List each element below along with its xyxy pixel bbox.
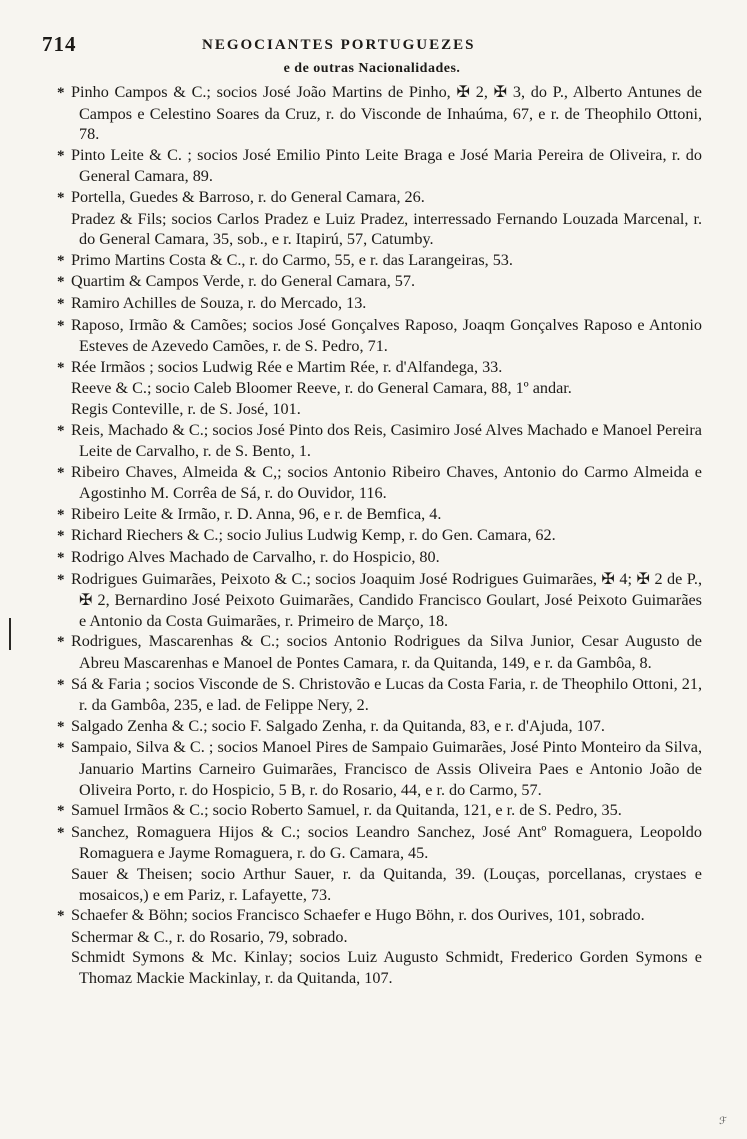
entry-text: Reis, Machado & C.; socios José Pinto dos Reis, Casimiro José Alves Machado e Manoel Pereira Leite de Carvalho, r. de S. Bento, 1. [71,420,702,461]
entry-marker: * [57,464,65,481]
entry-marker: * [57,803,65,820]
directory-entry [42,947,702,988]
entry-marker: * [57,634,65,651]
entry-marker: * [57,85,65,101]
entry-marker: * [57,908,65,925]
directory-entry [42,569,702,632]
page-subtitle: e de outras Nacionalidades. [283,61,461,76]
entry-text: Schaefer & Böhn; socios Francisco Schaefer e Hugo Böhn, r. dos Ourives, 101, sobrado. [71,906,645,925]
directory-entry [42,716,702,738]
entry-text: Richard Riechers & C.; socio Julius Ludwig Kemp, r. do Gen. Camara, 62. [71,526,556,545]
directory-entry [42,271,702,293]
directory-page [42,32,702,989]
directory-entry [42,631,702,673]
directory-entry [42,378,702,399]
entry-text: Salgado Zenha & C.; socio F. Salgado Zenha, r. da Quitanda, 83, e r. d'Ajuda, 107. [71,716,605,735]
entry-text: Raposo, Irmão & Camões; socios José Gonçalves Raposo, Joaqm Gonçalves Raposo e Antonio Esteves de Azevedo Camões, r. de S. Pedro, 71. [71,315,702,356]
entry-marker: * [57,824,65,841]
directory-entry [42,187,702,209]
entry-text: Sauer & Theisen; socio Arthur Sauer, r. da Quitanda, 39. (Louças, porcellanas, crystaes e mosaicos,) e em Pariz, r. Lafayette, 73. [71,864,702,904]
directory-entry [42,209,702,250]
directory-entry [42,905,702,927]
directory-entry [42,674,702,716]
page-number: 714 [42,32,77,56]
entry-marker: * [57,422,65,439]
directory-entry [42,927,702,948]
entry-text: Portella, Guedes & Barroso, r. do General Camara, 26. [71,187,425,206]
margin-mark [9,618,11,650]
directory-entry [42,293,702,315]
directory-entry [42,250,702,272]
directory-entry [42,315,702,357]
entry-text: Quartim & Campos Verde, r. do General Camara, 57. [71,272,416,291]
running-title: NEGOCIANTES PORTUGUEZES [202,37,476,53]
entry-text: Pinho Campos & C.; socios José João Martins de Pinho, ✠ 2, ✠ 3, do P., Alberto Antunes de Campos e Celestino Soares da Cruz, r. do Visconde de Inhaúma, 67, e r. de Theophilo Ottoni, 78. [71,83,702,144]
entry-text: Rée Irmãos ; socios Ludwig Rée e Martim Rée, r. d'Alfandega, 33. [71,357,503,376]
entry-text: Rodrigues, Mascarenhas & C.; socios Antonio Rodrigues da Silva Junior, Cesar Augusto de Abreu Mascarenhas e Manoel de Pontes Camara, r. da Quitanda, 149, e r. da Gambôa, 8. [71,632,702,673]
directory-entry [42,462,702,504]
entry-text: Schermar & C., r. do Rosario, 79, sobrado. [71,927,348,946]
directory-entry [42,357,702,379]
entry-marker: * [57,359,65,376]
entry-text: Rodrigo Alves Machado de Carvalho, r. do Hospicio, 80. [71,548,440,567]
entry-marker: * [57,528,65,545]
directory-entry [42,547,702,569]
entry-marker: * [57,550,65,567]
entry-text: Ramiro Achilles de Souza, r. do Mercado, 13. [71,293,367,312]
entry-text: Rodrigues Guimarães, Peixoto & C.; socios Joaquim José Rodrigues Guimarães, ✠ 4; ✠ 2 de P., ✠ 2, Bernardino José Peixoto Guimarães, Candido Francisco Goulart, José Peixoto Guimarães e Antonio da Costa Guimarães, r. Primeiro de Março, 18. [71,569,702,630]
entry-text: Sá & Faria ; socios Visconde de S. Christovão e Lucas da Costa Faria, r. de Theophilo Ottoni, 21, r. da Gambôa, 235, e lad. de Felippe Nery, 2. [71,674,702,715]
entry-text: Reeve & C.; socio Caleb Bloomer Reeve, r. do General Camara, 88, 1º andar. [71,379,572,398]
entry-text: Regis Conteville, r. de S. José, 101. [71,399,301,418]
directory-entry [42,864,702,905]
entry-marker: * [57,189,65,206]
directory-entry [42,399,702,420]
entry-text: Schmidt Symons & Mc. Kinlay; socios Luiz Augusto Schmidt, Frederico Gorden Symons e Thomaz Mackie Mackinlay, r. da Quitanda, 107. [71,948,702,987]
entry-marker: * [57,274,65,291]
entry-marker: * [57,506,65,523]
entry-marker: * [57,740,65,757]
corner-mark: ℱ [719,1116,727,1127]
entry-text: Ribeiro Chaves, Almeida & C,; socios Antonio Ribeiro Chaves, Antonio do Carmo Almeida e Agostinho M. Corrêa de Sá, r. do Ouvidor, 116. [71,462,702,503]
entry-text: Sanchez, Romaguera Hijos & C.; socios Leandro Sanchez, José Antº Romaguera, Leopoldo Romaguera e Jayme Romaguera, r. do G. Camara, 45. [71,822,702,863]
entry-text: Ribeiro Leite & Irmão, r. D. Anna, 96, e r. de Bemfica, 4. [71,504,442,523]
entry-text: Primo Martins Costa & C., r. do Carmo, 55, e r. das Larangeiras, 53. [71,250,513,269]
entry-text: Pinto Leite & C. ; socios José Emilio Pinto Leite Braga e José Maria Pereira de Oliveira, r. do General Camara, 89. [71,145,702,186]
entry-marker: * [57,676,65,693]
entry-text: Sampaio, Silva & C. ; socios Manoel Pires de Sampaio Guimarães, José Pinto Monteiro da Silva, Januario Martins Carneiro Guimarães, Francisco de Assis Oliveira Paes e Antonio João de Oliveira Porto, r. do Hospicio, 5 B, r. do Rosario, 44, e r. do Carmo, 57. [71,738,702,799]
entry-marker: * [57,252,65,269]
entry-marker: * [57,571,65,588]
directory-entry [42,145,702,187]
entry-marker: * [57,317,65,334]
page-header [42,32,702,58]
entry-text: Samuel Irmãos & C.; socio Roberto Samuel, r. da Quitanda, 121, e r. de S. Pedro, 35. [71,801,622,820]
directory-entry [42,504,702,526]
directory-entry [42,737,702,800]
directory-entry [42,82,702,145]
directory-entry [42,822,702,864]
entry-marker: * [57,718,65,735]
entry-marker: * [57,295,65,312]
entry-marker: * [57,147,65,164]
directory-entry [42,420,702,462]
directory-entry [42,525,702,547]
entry-text: Pradez & Fils; socios Carlos Pradez e Luiz Pradez, interressado Fernando Louzada Marcenal, r. do General Camara, 35, sob., e r. Itapirú, 57, Catumby. [71,209,702,249]
directory-entry [42,800,702,822]
entry-list [42,82,702,989]
